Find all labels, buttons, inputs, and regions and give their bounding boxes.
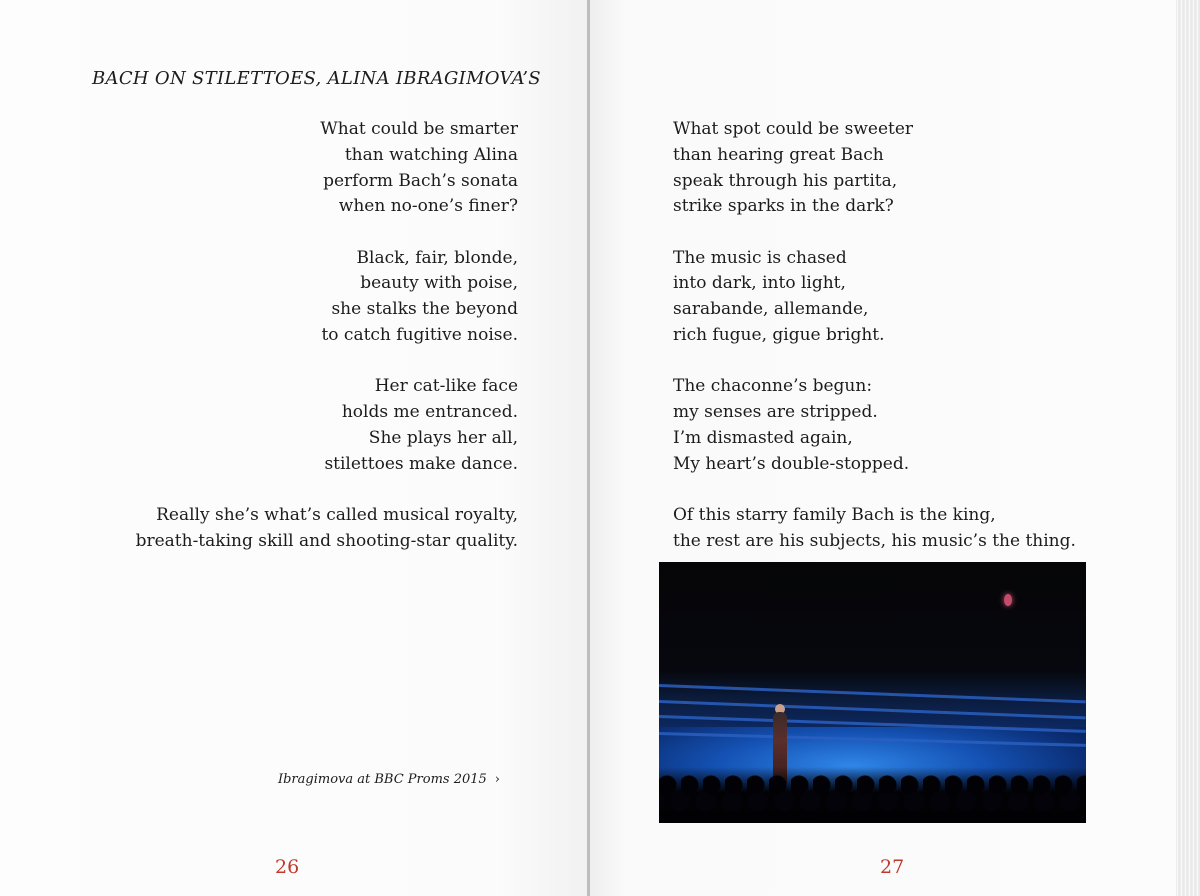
poem-line: into dark, into light,: [673, 273, 846, 294]
poem-line: beauty with poise,: [360, 273, 518, 294]
poem-line: strike sparks in the dark?: [673, 196, 894, 217]
caption-arrow-icon: ›: [494, 772, 500, 787]
poem-line: than watching Alina: [344, 144, 518, 165]
right-poem: [673, 117, 1076, 580]
stage-light: [1004, 594, 1012, 606]
poem-line: I’m dismasted again,: [673, 427, 853, 448]
stanza: [673, 117, 1076, 220]
poem-line: Of this starry family Bach is the king,: [673, 505, 996, 526]
poem-line: What could be smarter: [320, 119, 518, 139]
stanza: [673, 246, 1076, 349]
poem-line: Black, fair, blonde,: [356, 247, 518, 268]
poem-line: She plays her all,: [368, 427, 518, 448]
page-edges: [1176, 0, 1200, 896]
poem-line: my senses are stripped.: [673, 402, 878, 423]
stanza: [136, 503, 518, 555]
page-number-left: 26: [275, 856, 300, 878]
poem-line: than hearing great Bach: [673, 144, 884, 165]
left-poem: [136, 117, 518, 580]
caption-text: Ibragimova at BBC Proms 2015: [277, 772, 487, 787]
poem-line: rich fugue, gigue bright.: [673, 325, 885, 346]
poem-line: the rest are his subjects, his music’s the thing.: [673, 530, 1076, 551]
stanza: [136, 374, 518, 477]
poem-line: The music is chased: [673, 247, 847, 268]
poem-line: What spot could be sweeter: [673, 119, 914, 139]
poem-line: Really she’s what’s called musical royalty,: [156, 505, 518, 526]
stanza: [136, 246, 518, 349]
poem-line: Her cat-like face: [374, 376, 518, 397]
concert-photo: [659, 562, 1086, 823]
photo-caption: [278, 772, 500, 787]
poem-line: sarabande, allemande,: [673, 299, 869, 320]
poem-line: My heart’s double-stopped.: [673, 453, 910, 474]
poem-line: breath-taking skill and shooting-star quality.: [135, 530, 518, 551]
stanza: [136, 117, 518, 220]
poem-line: stilettoes make dance.: [324, 453, 518, 474]
stanza: [673, 374, 1076, 477]
poem-line: she stalks the beyond: [331, 299, 518, 320]
right-page: [590, 0, 1176, 896]
poem-line: to catch fugitive noise.: [321, 325, 518, 346]
left-page: [0, 0, 588, 896]
stage-tier: [659, 684, 1086, 703]
poem-title: BACH ON STILETTOES, ALINA IBRAGIMOVA’S: [92, 68, 541, 89]
audience-silhouettes: [659, 767, 1086, 823]
poem-line: speak through his partita,: [673, 170, 898, 191]
poem-line: when no-one’s finer?: [338, 196, 518, 217]
poem-line: holds me entranced.: [341, 402, 518, 423]
stanza: [673, 503, 1076, 555]
poem-line: perform Bach’s sonata: [323, 170, 518, 191]
page-number-right: 27: [880, 856, 905, 878]
poem-line: The chaconne’s begun:: [673, 376, 873, 397]
